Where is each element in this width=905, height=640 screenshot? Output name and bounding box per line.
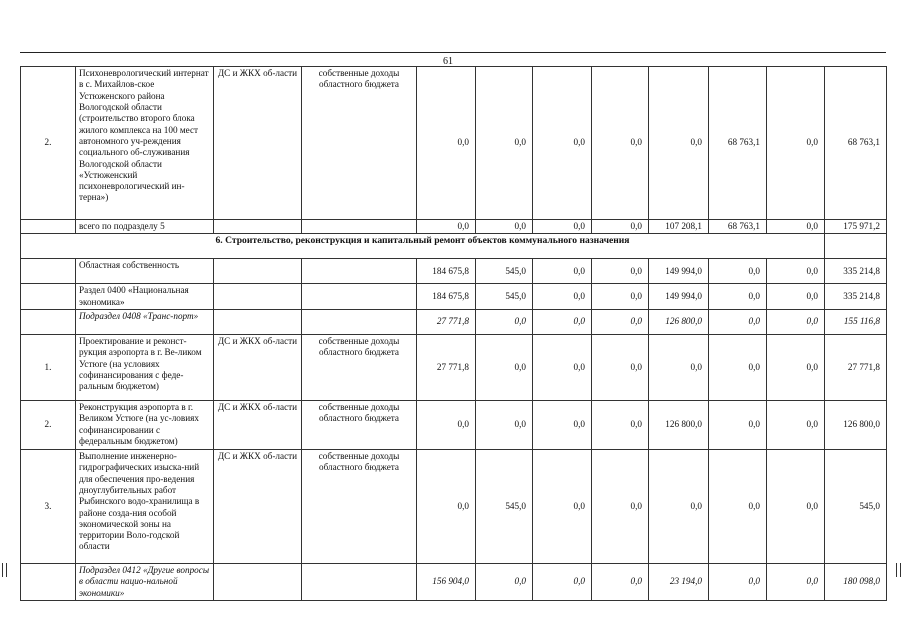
- amount-cell: 0,0: [533, 400, 592, 449]
- row-number: 2.: [21, 67, 76, 220]
- responsible-org: [214, 259, 302, 284]
- amount-cell: 0,0: [649, 334, 709, 400]
- funding-source: собственные доходы областного бюджета: [302, 449, 417, 563]
- amount-cell: 27 771,8: [417, 309, 476, 334]
- amount-cell: 0,0: [767, 334, 825, 400]
- table-row: [21, 563, 887, 600]
- amount-cell: 126 800,0: [825, 400, 887, 449]
- amount-cell: 155 116,8: [825, 309, 887, 334]
- amount-cell: 0,0: [533, 309, 592, 334]
- amount-cell: 0,0: [709, 334, 767, 400]
- amount-cell: 335 214,8: [825, 259, 887, 284]
- amount-cell: 0,0: [709, 563, 767, 600]
- amount-cell: 0,0: [709, 309, 767, 334]
- amount-cell: 0,0: [533, 334, 592, 400]
- amount-cell: 0,0: [476, 67, 533, 220]
- amount-cell: 0,0: [592, 284, 649, 310]
- row-number: [21, 309, 76, 334]
- amount-cell: 0,0: [767, 67, 825, 220]
- object-name: Областная собственность: [76, 259, 214, 284]
- amount-cell: 545,0: [476, 284, 533, 310]
- amount-cell: 0,0: [533, 284, 592, 310]
- table-row: [21, 220, 887, 234]
- responsible-org: [214, 563, 302, 600]
- amount-cell: 149 994,0: [649, 284, 709, 310]
- table-row: [21, 334, 887, 400]
- amount-cell: 68 763,1: [709, 220, 767, 234]
- amount-cell: 184 675,8: [417, 284, 476, 310]
- funding-source: [302, 220, 417, 234]
- object-name: Подраздел 0412 «Другие вопросы в области нацио-нальной экономики»: [76, 563, 214, 600]
- row-number: [21, 284, 76, 310]
- page-number: 61: [443, 56, 453, 67]
- amount-cell: 0,0: [533, 449, 592, 563]
- amount-cell: 0,0: [649, 449, 709, 563]
- funding-source: [302, 563, 417, 600]
- amount-cell: 545,0: [476, 259, 533, 284]
- amount-cell: 0,0: [709, 400, 767, 449]
- table-row: [21, 400, 887, 449]
- table-row: [21, 259, 887, 284]
- amount-cell: 0,0: [533, 67, 592, 220]
- amount-cell: 0,0: [767, 309, 825, 334]
- responsible-org: [214, 220, 302, 234]
- row-number: 2.: [21, 400, 76, 449]
- funding-source: собственные доходы областного бюджета: [302, 334, 417, 400]
- amount-cell: 156 904,0: [417, 563, 476, 600]
- amount-cell: 0,0: [649, 67, 709, 220]
- amount-cell: 0,0: [417, 400, 476, 449]
- amount-cell: 68 763,1: [709, 67, 767, 220]
- amount-cell: 68 763,1: [825, 67, 887, 220]
- object-name: Подраздел 0408 «Транс-порт»: [76, 309, 214, 334]
- amount-cell: 0,0: [592, 449, 649, 563]
- amount-cell: 0,0: [592, 400, 649, 449]
- amount-cell: 126 800,0: [649, 400, 709, 449]
- amount-cell: 0,0: [709, 449, 767, 563]
- amount-cell: 0,0: [709, 284, 767, 310]
- amount-cell: 149 994,0: [649, 259, 709, 284]
- row-number: 1.: [21, 334, 76, 400]
- amount-cell: 0,0: [767, 259, 825, 284]
- funding-source: [302, 309, 417, 334]
- amount-cell: 335 214,8: [825, 284, 887, 310]
- funding-source: [302, 284, 417, 310]
- amount-cell: 0,0: [533, 563, 592, 600]
- left-margin-mark: [2, 563, 7, 577]
- table-row: [21, 284, 887, 310]
- amount-cell: 0,0: [767, 563, 825, 600]
- table-row: [21, 67, 887, 220]
- responsible-org: ДС и ЖКХ об-ласти: [214, 449, 302, 563]
- amount-cell: 0,0: [767, 220, 825, 234]
- section-header-row: [21, 234, 887, 259]
- amount-cell: 0,0: [417, 449, 476, 563]
- object-name: Выполнение инженерно-гидрографических изыска-ний для обеспечения про-ведения дноуглубительных работ Рыбинского водо-хранилища в районе созда-ния особой экономической зоны на территории Воло-годской области: [76, 449, 214, 563]
- amount-cell: 0,0: [767, 449, 825, 563]
- amount-cell: 107 208,1: [649, 220, 709, 234]
- table-body: [21, 67, 887, 601]
- budget-table: [20, 66, 887, 601]
- amount-cell: 0,0: [476, 563, 533, 600]
- responsible-org: [214, 284, 302, 310]
- amount-cell: 0,0: [592, 67, 649, 220]
- responsible-org: [214, 309, 302, 334]
- amount-cell: 180 098,0: [825, 563, 887, 600]
- object-name: всего по подразделу 5: [76, 220, 214, 234]
- object-name: Реконструкция аэропорта в г. Великом Устюге (на ус-ловиях софинансировании с федеральным бюджетом): [76, 400, 214, 449]
- amount-cell: 0,0: [592, 334, 649, 400]
- amount-cell: 0,0: [709, 259, 767, 284]
- amount-cell: 23 194,0: [649, 563, 709, 600]
- amount-cell: 126 800,0: [649, 309, 709, 334]
- right-margin-mark: [896, 563, 901, 577]
- amount-cell: 0,0: [417, 67, 476, 220]
- row-number: 3.: [21, 449, 76, 563]
- amount-cell: 0,0: [476, 220, 533, 234]
- table-row: [21, 309, 887, 334]
- amount-cell: 0,0: [417, 220, 476, 234]
- funding-source: собственные доходы областного бюджета: [302, 67, 417, 220]
- amount-cell: 0,0: [476, 309, 533, 334]
- section-empty-cell: [825, 234, 887, 259]
- table-row: [21, 449, 887, 563]
- amount-cell: 545,0: [825, 449, 887, 563]
- amount-cell: 0,0: [476, 334, 533, 400]
- amount-cell: 27 771,8: [825, 334, 887, 400]
- amount-cell: 0,0: [533, 220, 592, 234]
- amount-cell: 0,0: [592, 220, 649, 234]
- responsible-org: ДС и ЖКХ об-ласти: [214, 400, 302, 449]
- object-name: Раздел 0400 «Национальная экономика»: [76, 284, 214, 310]
- amount-cell: 27 771,8: [417, 334, 476, 400]
- funding-source: собственные доходы областного бюджета: [302, 400, 417, 449]
- amount-cell: 0,0: [476, 400, 533, 449]
- object-name: Проектирование и реконст-рукция аэропорта в г. Ве-ликом Устюге (на условиях софинансирования с феде-ральным бюджетом): [76, 334, 214, 400]
- section-title: 6. Строительство, реконструкция и капитальный ремонт объектов коммунального назначения: [21, 234, 825, 259]
- responsible-org: ДС и ЖКХ об-ласти: [214, 67, 302, 220]
- amount-cell: 0,0: [592, 259, 649, 284]
- row-number: [21, 259, 76, 284]
- amount-cell: 175 971,2: [825, 220, 887, 234]
- amount-cell: 0,0: [592, 563, 649, 600]
- amount-cell: 0,0: [592, 309, 649, 334]
- row-number: [21, 220, 76, 234]
- row-number: [21, 563, 76, 600]
- responsible-org: ДС и ЖКХ об-ласти: [214, 334, 302, 400]
- amount-cell: 0,0: [533, 259, 592, 284]
- amount-cell: 184 675,8: [417, 259, 476, 284]
- amount-cell: 0,0: [767, 400, 825, 449]
- top-border-line: [20, 52, 886, 53]
- funding-source: [302, 259, 417, 284]
- amount-cell: 545,0: [476, 449, 533, 563]
- amount-cell: 0,0: [767, 284, 825, 310]
- object-name: Психоневрологический интернат в с. Михайлов-ское Устюженского района Вологодской области (строительство второго блока жилого комплекса на 100 мест автономного уч-реждения социального об-служивания Вологодской области «Устюженский психоневрологический ин-терна»): [76, 67, 214, 220]
